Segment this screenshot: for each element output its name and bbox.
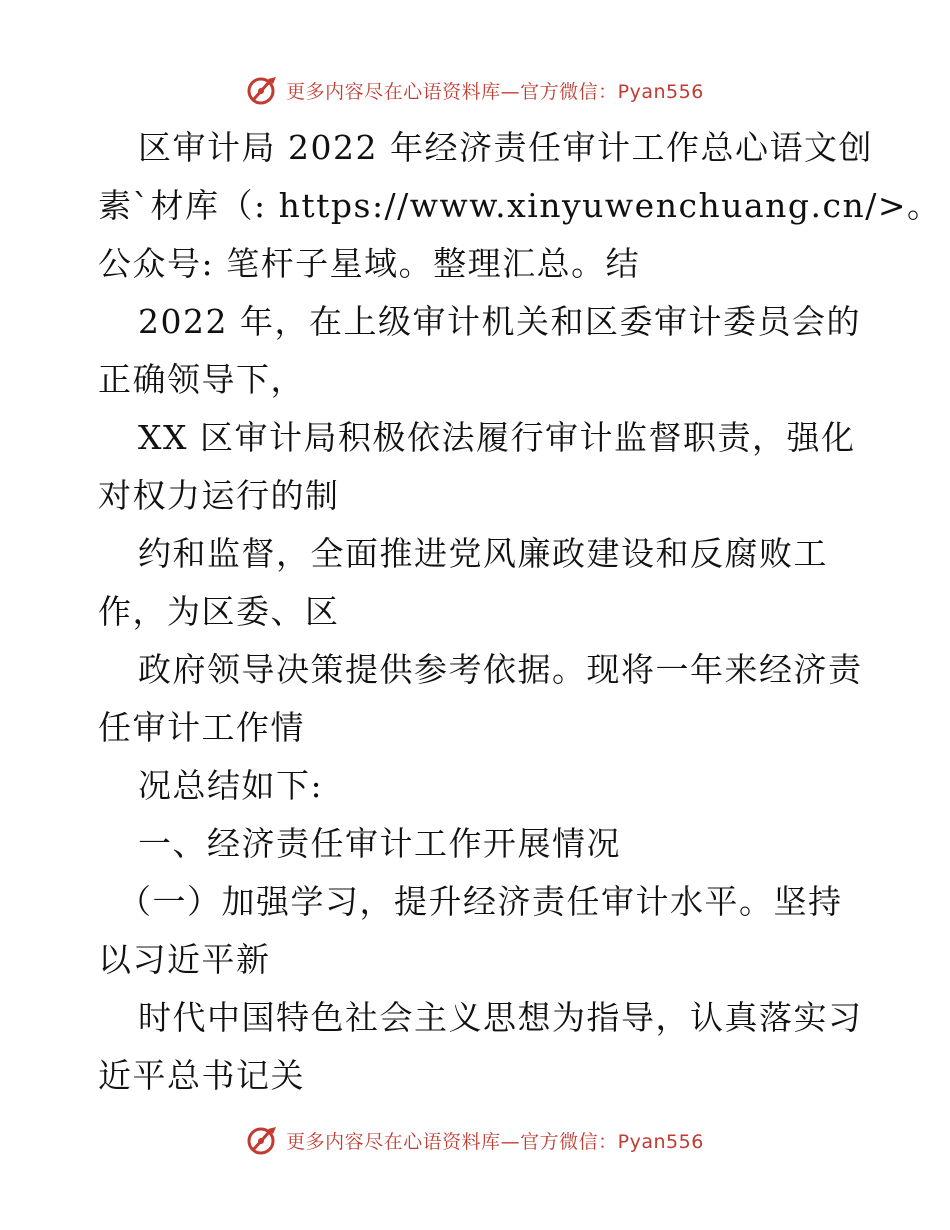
text-line: 区审计局 2022 年经济责任审计工作总心语文创 — [138, 128, 873, 167]
text-line: 素`材库（: https://www.xinyuwenchuang.cn/>。 — [98, 186, 942, 225]
watermark-site-text: 更多内容尽在心语资料库 — [286, 80, 501, 103]
text-line: 对权力运行的制 — [98, 476, 340, 515]
watermark-text — [286, 1127, 704, 1154]
section-heading: 一、经济责任审计工作开展情况 — [138, 824, 621, 863]
watermark-contact-text: 官方微信：Pyan556 — [520, 80, 704, 103]
text-line: 正确领导下， — [98, 360, 305, 399]
watermark-banner-top — [0, 70, 950, 110]
text-line: 况总结如下: — [138, 766, 324, 805]
text-line: 2022 年，在上级审计机关和区委审计委员会的 — [138, 302, 861, 341]
watermark-banner-bottom — [0, 1120, 950, 1160]
watermark-contact-text: 官方微信：Pyan556 — [520, 1130, 704, 1153]
text-line: 任审计工作情 — [98, 708, 305, 747]
pen-swirl-logo-icon — [246, 1123, 280, 1157]
text-line: 公众号: 笔杆子星域。整理汇总。结 — [98, 244, 641, 283]
text-line: 作，为区委、区 — [98, 592, 340, 631]
text-line: 以习近平新 — [98, 940, 271, 979]
watermark-text — [286, 77, 704, 104]
text-line: 约和监督，全面推进党风廉政建设和反腐败工 — [138, 534, 828, 573]
text-line: 政府领导决策提供参考依据。现将一年来经济责 — [138, 650, 863, 689]
subsection-heading: （一）加强学习，提升经济责任审计水平。坚持 — [118, 882, 843, 921]
watermark-dash: — — [500, 80, 521, 103]
watermark-dash: — — [500, 1130, 521, 1153]
text-line: 近平总书记关 — [98, 1056, 305, 1095]
watermark-site-text: 更多内容尽在心语资料库 — [286, 1130, 501, 1153]
text-line: 时代中国特色社会主义思想为指导，认真落实习 — [138, 998, 863, 1037]
text-line: XX 区审计局积极依法履行审计监督职责，强化 — [138, 418, 856, 457]
pen-swirl-logo-icon — [246, 73, 280, 107]
